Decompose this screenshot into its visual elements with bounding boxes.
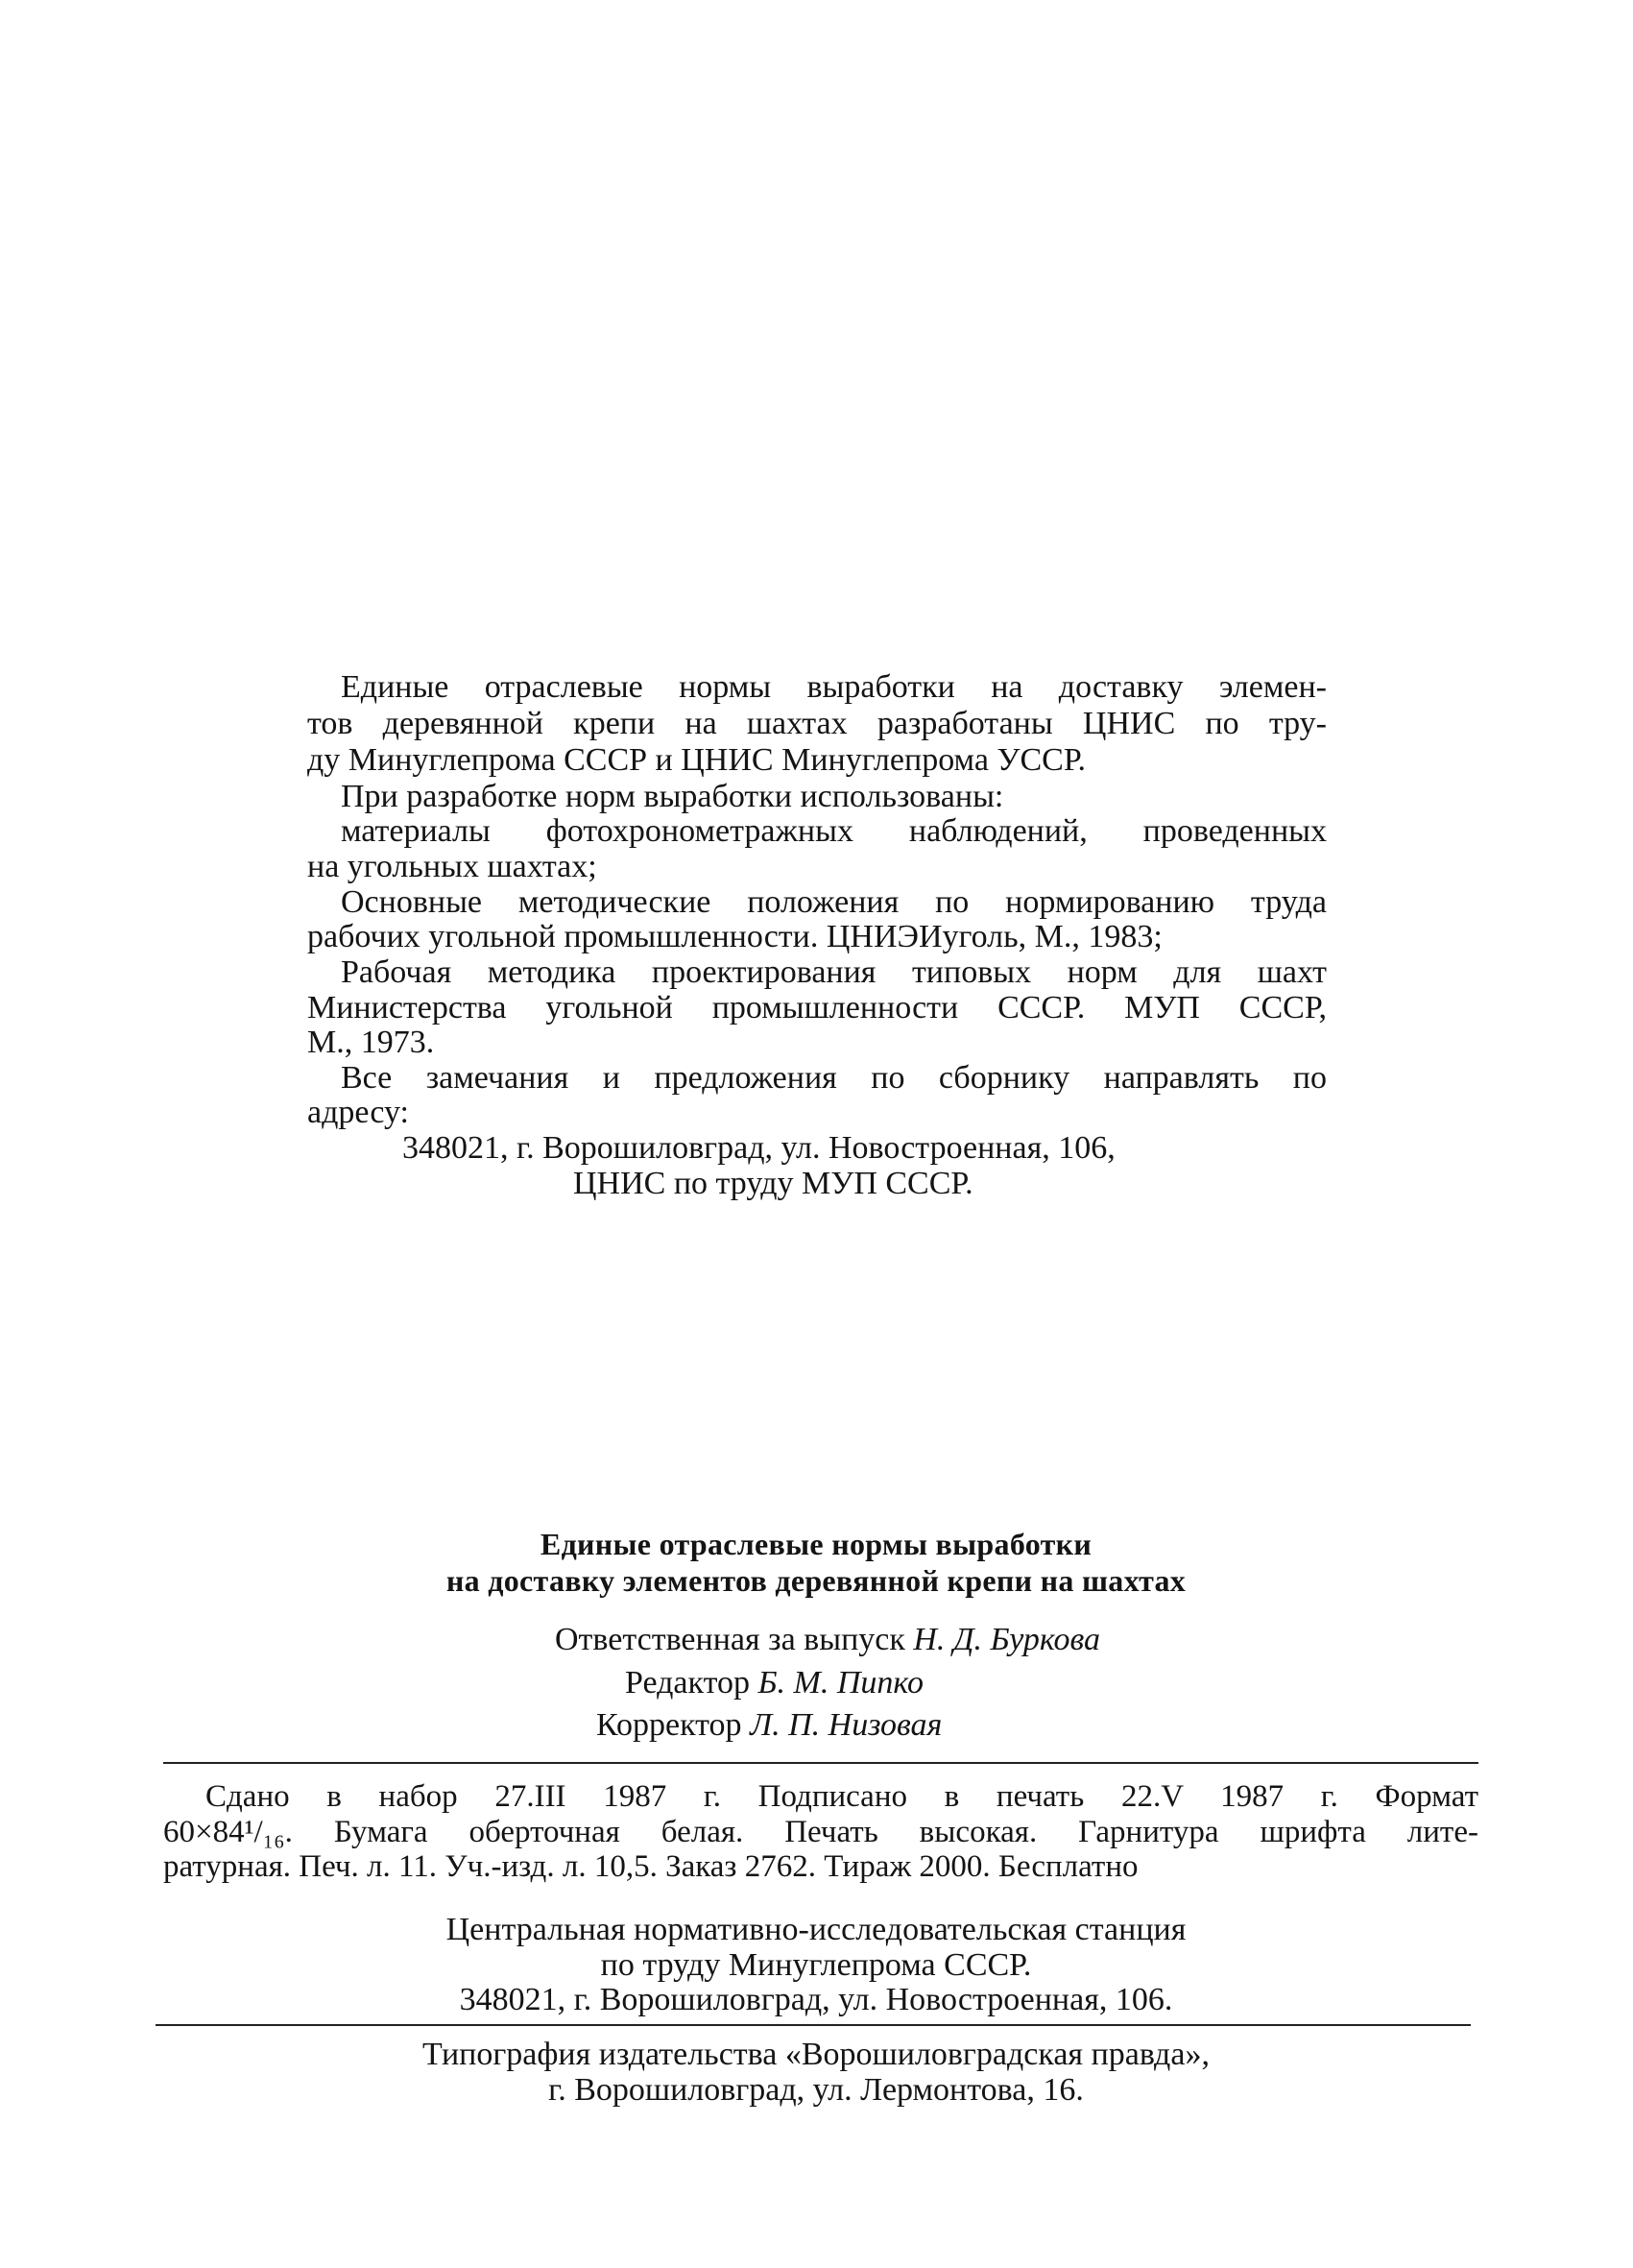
intro-p3-line1: материалы фотохронометражных наблюдений, проведенных bbox=[341, 813, 1327, 849]
station-line2: по труду Минуглепрома СССР. bbox=[600, 1947, 1032, 1983]
colophon-title-line2: на доставку элементов деревянной крепи на шахтах bbox=[445, 1563, 1187, 1598]
intro-p5-line2: Министерства угольной промышленности СССР. МУП СССР, bbox=[307, 990, 1327, 1025]
imprint-line2: 60×84¹/₁₆. Бумага оберточная белая. Печать высокая. Гарнитура шрифта лите- bbox=[163, 1815, 1478, 1849]
credit-responsible-role: Ответственная за выпуск bbox=[555, 1622, 905, 1657]
intro-p2: При разработке норм выработки использованы: bbox=[341, 779, 1004, 814]
credit-editor-role: Редактор bbox=[625, 1665, 750, 1701]
intro-p1-line3: ду Минуглепрома СССР и ЦНИС Минуглепрома УССР. bbox=[307, 742, 1087, 778]
credit-responsible-name: Н. Д. Буркова bbox=[913, 1622, 1100, 1657]
intro-p6-line1: Все замечания и предложения по сборнику направлять по bbox=[341, 1060, 1327, 1096]
intro-p5-line3: М., 1973. bbox=[307, 1025, 435, 1060]
station-line3: 348021, г. Ворошиловград, ул. Новостроенная, 106. bbox=[459, 1982, 1173, 2017]
printer-line2: г. Ворошиловград, ул. Лермонтова, 16. bbox=[548, 2072, 1084, 2108]
credit-editor-name: Б. М. Пипко bbox=[757, 1665, 925, 1701]
intro-text bbox=[307, 0, 1327, 1248]
intro-p5-line1: Рабочая методика проектирования типовых норм для шахт bbox=[341, 954, 1327, 990]
divider-bottom bbox=[156, 2024, 1471, 2026]
credit-responsible bbox=[555, 1623, 1100, 1657]
colophon-title-line1: Единые отраслевые нормы выработки bbox=[540, 1527, 1093, 1561]
intro-p4-line2: рабочих угольной промышленности. ЦНИЭИуголь, М., 1983; bbox=[307, 919, 1163, 954]
intro-address-line1: 348021, г. Ворошиловград, ул. Новостроенная, 106, bbox=[402, 1130, 1116, 1166]
credit-editor bbox=[625, 1666, 924, 1701]
divider-top bbox=[163, 1762, 1478, 1764]
intro-p4-line1: Основные методические положения по нормированию труда bbox=[341, 884, 1327, 920]
imprint-line1: Сдано в набор 27.III 1987 г. Подписано в печать 22.V 1987 г. Формат bbox=[205, 1779, 1478, 1814]
intro-p3-line2: на угольных шахтах; bbox=[307, 849, 597, 884]
intro-p1-line2: тов деревянной крепи на шахтах разработаны ЦНИС по тру- bbox=[307, 706, 1327, 741]
credit-proofreader-role: Корректор bbox=[596, 1707, 742, 1743]
intro-address-line2: ЦНИС по труду МУП СССР. bbox=[573, 1166, 973, 1201]
intro-p6-line2: адресу: bbox=[307, 1095, 409, 1130]
credit-proofreader bbox=[596, 1708, 942, 1743]
printer-line1: Типография издательства «Ворошиловградская правда», bbox=[422, 2037, 1210, 2072]
imprint-line3: ратурная. Печ. л. 11. Уч.-изд. л. 10,5. Заказ 2762. Тираж 2000. Бесплатно bbox=[163, 1849, 1139, 1884]
credit-proofreader-name: Л. П. Низовая bbox=[750, 1707, 943, 1743]
station-line1: Центральная нормативно-исследовательская станция bbox=[445, 1912, 1187, 1947]
intro-p1-line1: Единые отраслевые нормы выработки на доставку элемен- bbox=[341, 669, 1327, 705]
